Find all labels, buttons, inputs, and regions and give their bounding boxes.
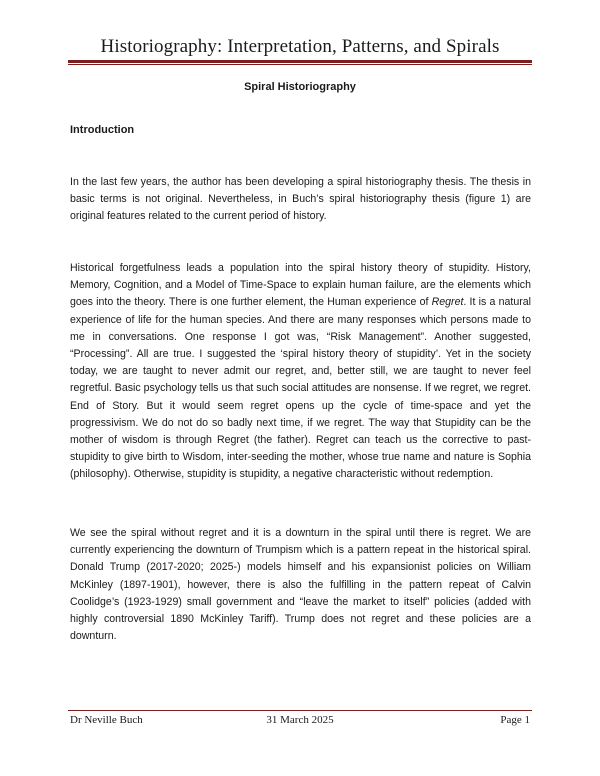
paragraph-2: Historical forgetfulness leads a population into the spiral history theory of stupidity. History, Memory, Cognition, and a Model of Time-Space to explain human failure, are the elements which goes into the theory. There is one further element, the Human experience of Regret. It is a natural experience of life for the human species. And there are many responses which persons made to me in conversations. One response I got was, “Risk Management”. Another suggested, “Processing”. All are true. I suggested the ‘spiral history theory of stupidity’. Yet in the society today, we are taught to never admit our regret, and, better still, we are taught to never feel regretful. Basic psychology tells us that such social attitudes are nonsense. If we regret, we regret. End of Story. But it would seem regret opens up the cycle of time-space and yet the progressivism. We do not do so badly next time, if we regret. The way that Stupidity can be the mother of wisdom is through Regret (the father). Regret can teach us the corrective to past-stupidity to give birth to Wisdom, inter-seeding the mother, whose true name and nature is Sophia (philosophy). Otherwise, stupidity is stupidity, a negative characteristic without redemption. [70, 262, 531, 481]
paragraph-1: In the last few years, the author has been developing a spiral historiography thesis. The thesis in basic terms is not original. Nevertheless, in Buch’s spiral historiography thesis (figure 1) are original features related to the current period of history. [70, 176, 531, 223]
header-rule-thick [68, 60, 532, 63]
footer-page-number: Page 1 [500, 714, 530, 726]
footer-date: 31 March 2025 [266, 714, 334, 726]
running-header-title: Historiography: Interpretation, Patterns, and Spirals [100, 36, 500, 57]
paragraph-3: We see the spiral without regret and it is a downturn in the spiral until there is regret. We are currently experiencing the downturn of Trumpism which is a pattern repeat in the historical spiral. Donald Trump (2017-2020; 2025-) models himself and his expansionist policies on William McKinley (1897-1901), however, there is also the fulfilling in the pattern repeat of Calvin Coolidge’s (1923-1929) small government and “leave the market to itself” policies (added with highly controversial 1890 McKinley Tariff). Trump does not regret and these policies are a downturn. [70, 527, 531, 643]
footer-rule [68, 710, 532, 711]
footer-author: Dr Neville Buch [70, 714, 143, 726]
emphasis-regret: Regret [431, 296, 464, 309]
section-heading: Introduction [70, 124, 135, 136]
document-title: Spiral Historiography [244, 81, 356, 93]
header-rule-thin [68, 64, 532, 65]
